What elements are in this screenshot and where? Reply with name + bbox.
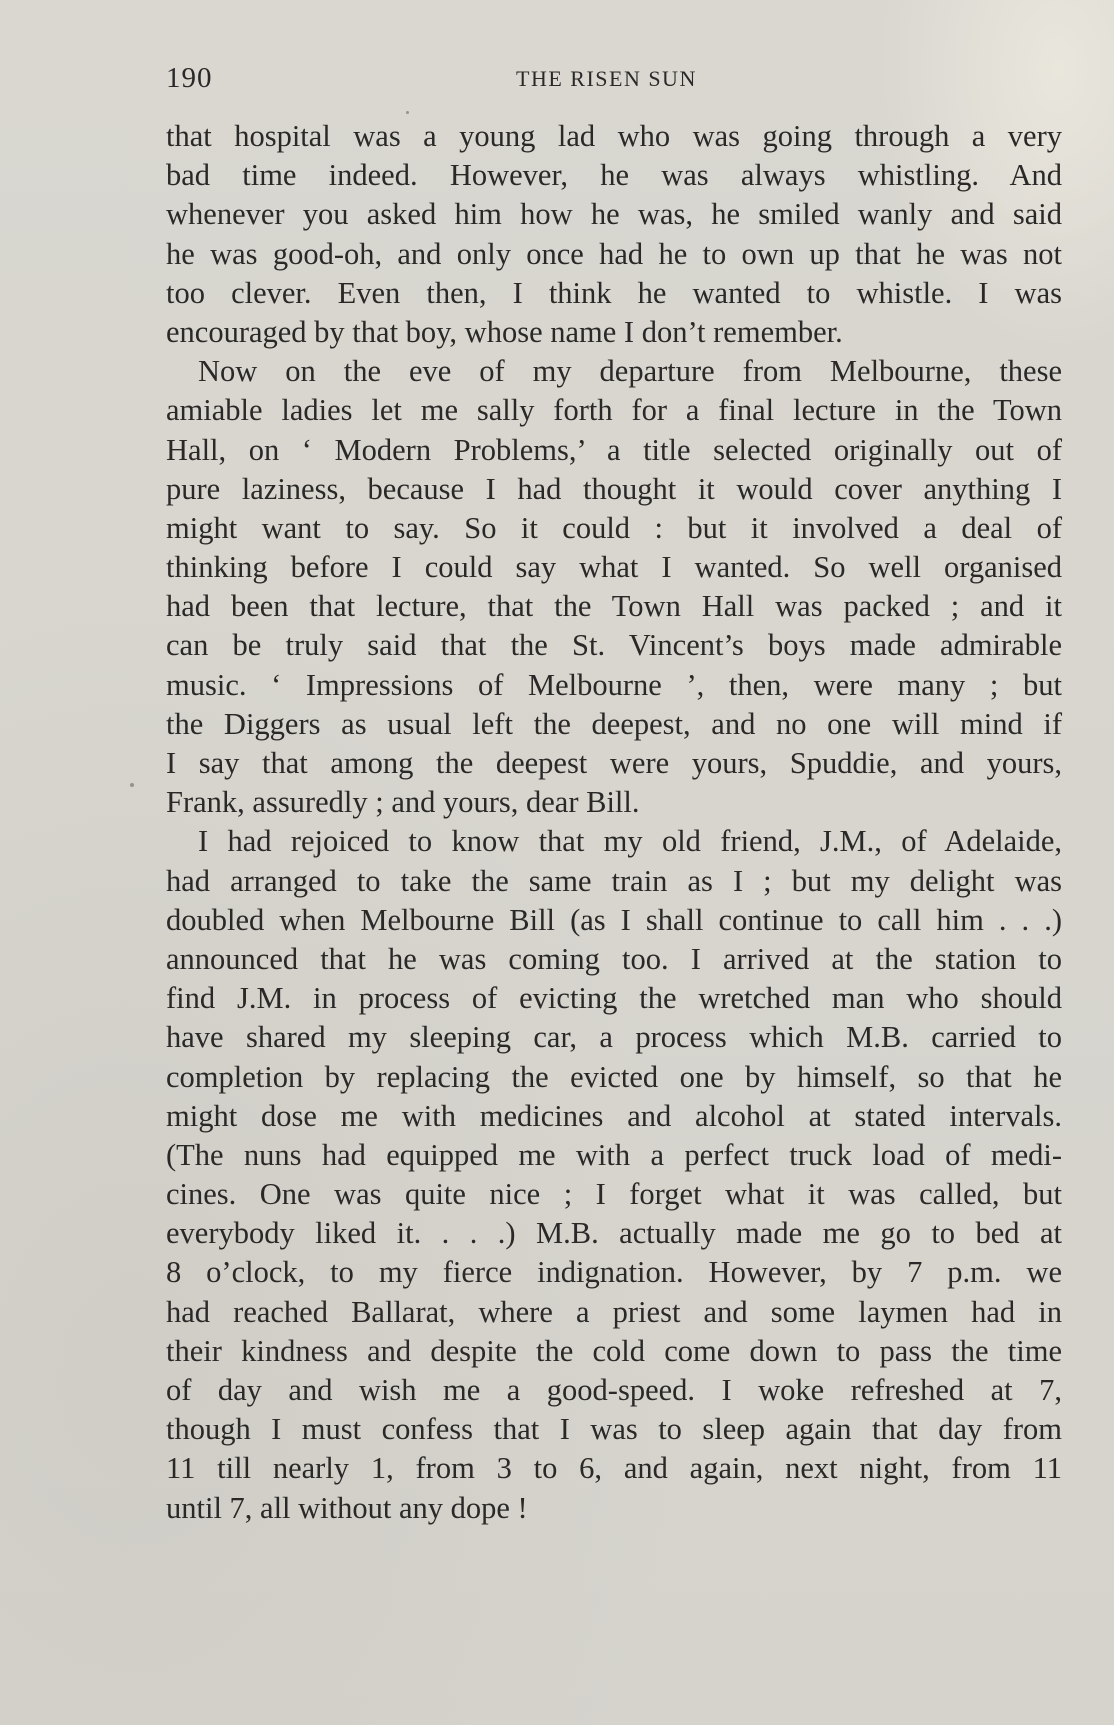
text-line: until 7, all without any dope ! [166,1490,528,1525]
paper-speck [406,111,409,114]
text-line: music. ‘ Impressions of Melbourne ’, then, were many ; but [166,667,1062,702]
text-line: 8 o’clock, to my fierce indignation. However, by 7 p.m. we [166,1255,1062,1290]
text-line: whenever you asked him how he was, he smiled wanly and said [166,197,1062,232]
text-line: completion by replacing the evicted one by himself, so that he [166,1059,1062,1094]
text-line: encouraged by that boy, whose name I don’t remember. [166,314,843,349]
text-line: had been that lecture, that the Town Hall was packed ; and it [166,589,1062,624]
text-line: their kindness and despite the cold come down to pass the time [166,1333,1062,1368]
text-line: (The nuns had equipped me with a perfect truck load of medi- [166,1137,1062,1172]
text-line: of day and wish me a good-speed. I woke refreshed at 7, [166,1373,1062,1407]
text-line: had arranged to take the same train as I ; but my delight was [166,863,1062,898]
text-line: amiable ladies let me sally forth for a final lecture in the Town [166,393,1062,428]
text-line: Frank, assuredly ; and yours, dear Bill. [166,785,640,820]
text-line: he was good-oh, and only once had he to own up that he was not [166,236,1062,271]
text-line: the Diggers as usual left the deepest, and no one will mind if [166,706,1062,741]
text-line: too clever. Even then, I think he wanted to whistle. I was [166,275,1062,310]
text-line: might dose me with medicines and alcohol at stated intervals. [166,1098,1062,1133]
paragraph [166,822,1062,1527]
text-line: pure laziness, because I had thought it would cover anything I [166,471,1062,506]
text-line: Hall, on ‘ Modern Problems,’ a title selected originally out of [166,432,1062,467]
running-title: THE RISEN SUN [516,66,697,91]
text-line: thinking before I could say what I wanted. So well organised [166,550,1062,585]
text-line: can be truly said that the St. Vincent’s boys made admirable [166,628,1062,663]
page-number: 190 [166,62,213,94]
text-line: though I must confess that I was to sleep again that day from [166,1412,1062,1447]
text-line: find J.M. in process of evicting the wretched man who should [166,981,1062,1016]
running-head [166,62,1060,92]
text-line: have shared my sleeping car, a process which M.B. carried to [166,1020,1062,1055]
text-line: I say that among the deepest were yours, Spuddie, and yours, [166,746,1062,780]
text-line: 11 till nearly 1, from 3 to 6, and again, next night, from 11 [166,1451,1062,1486]
paragraph [166,117,1062,352]
text-line: doubled when Melbourne Bill (as I shall continue to call him . . .) [166,902,1062,937]
text-line: cines. One was quite nice ; I forget what it was called, but [166,1177,1062,1212]
text-line: I had rejoiced to know that my old friend, J.M., of Adelaide, [198,824,1062,859]
text-line: everybody liked it. . . .) M.B. actually made me go to bed at [166,1216,1062,1251]
text-line: might want to say. So it could : but it involved a deal of [166,510,1062,545]
text-line: bad time indeed. However, he was always whistling. And [166,158,1062,193]
text-line: had reached Ballarat, where a priest and some laymen had in [166,1294,1062,1329]
paragraph [166,352,1062,822]
text-line: that hospital was a young lad who was going through a very [166,119,1062,153]
body-text [166,117,1062,1528]
text-line: announced that he was coming too. I arrived at the station to [166,941,1062,976]
paper-speck [130,783,134,787]
text-line: Now on the eve of my departure from Melbourne, these [198,354,1062,389]
